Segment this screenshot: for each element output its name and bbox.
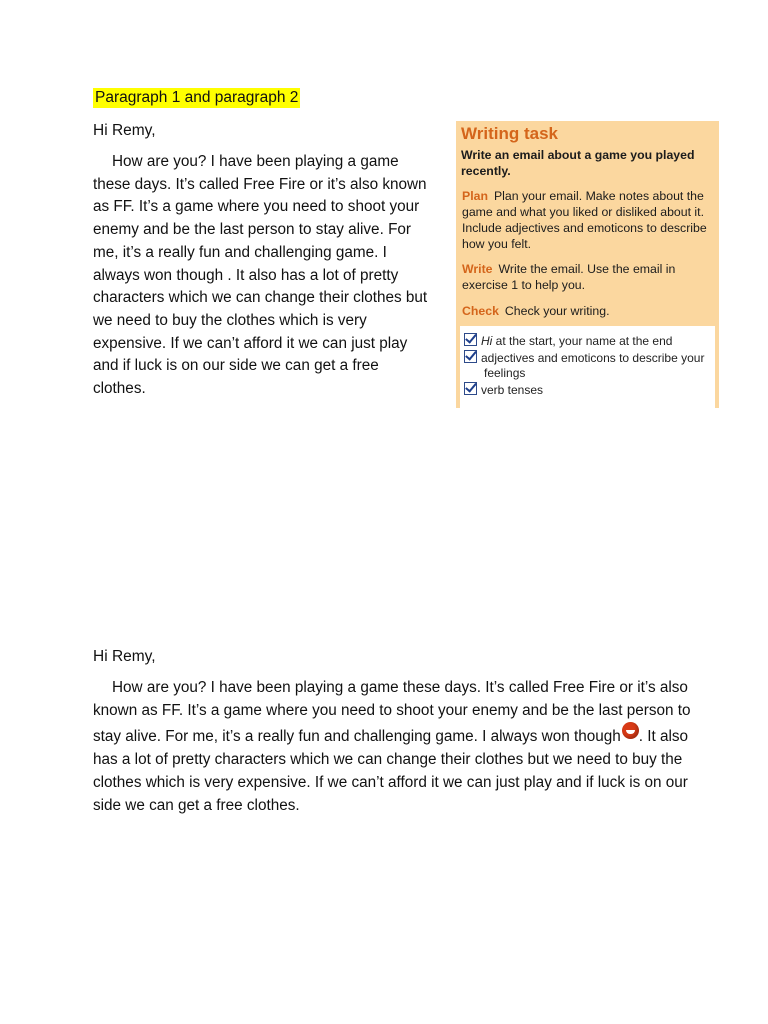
letter-body-2	[93, 677, 693, 817]
writing-task-write	[462, 261, 714, 293]
checkbox-checked-icon	[464, 350, 477, 363]
write-text: Write the email. Use the email in exercise 1 to help you.	[462, 262, 676, 292]
writing-task-title: Writing task	[461, 124, 558, 143]
letter-body-1	[93, 151, 428, 401]
checkbox-checked-icon	[464, 333, 477, 346]
page-heading: Paragraph 1 and paragraph 2	[95, 89, 299, 106]
greeting-1: Hi Remy,	[93, 122, 156, 139]
checkbox-checked-icon	[464, 382, 477, 395]
writing-task-intro: Write an email about a game you played recently.	[461, 148, 695, 178]
writing-task-image	[456, 121, 719, 408]
checklist-item: adjectives and emoticons to describe your feelings	[464, 350, 719, 381]
writing-task-plan	[462, 188, 714, 252]
writing-task-checklist	[460, 326, 715, 408]
letter-body-1-text: How are you? I have been playing a game these days. It’s called Free Fire or it’s also known as FF. It’s a game where you need to shoot your enemy and be the last person to stay alive. For me, it’s a really fun and challenging game. I always won though . It also has a lot of pretty characters which we can change their clothes but we need to buy the clothes which is very expensive. If we can’t afford it we can just play and if luck is on our side we can get a free clothes.	[93, 153, 428, 398]
writing-task-check	[462, 303, 714, 319]
plan-text: Plan your email. Make notes about the game and what you liked or disliked about it. Include adjectives and emoticons to describe how you felt.	[462, 189, 707, 251]
checklist-item: verb tenses	[464, 382, 543, 398]
letter-body-2-text-a: How are you? I have been playing a game these days. It’s called Free Fire or it’s also known as FF. It’s a game where you need to shoot your enemy and be the last person to stay alive. For me, it’s a really fun and challenging game. I always won though	[93, 679, 691, 746]
check-text: Check your writing.	[504, 304, 610, 318]
check-label: Check	[462, 304, 499, 318]
checklist-item: Hi at the start, your name at the end	[464, 333, 672, 349]
letter-body-2-text-b: . It also has a lot of pretty characters which we can change their clothes but we need to buy the clothes which is very expensive. If we can’t afford it we can just play and if luck is on our side we can get a free clothes.	[93, 728, 689, 814]
greeting-2: Hi Remy,	[93, 648, 156, 665]
smiley-emoticon-icon	[622, 722, 639, 739]
plan-label: Plan	[462, 189, 488, 203]
write-label: Write	[462, 262, 493, 276]
